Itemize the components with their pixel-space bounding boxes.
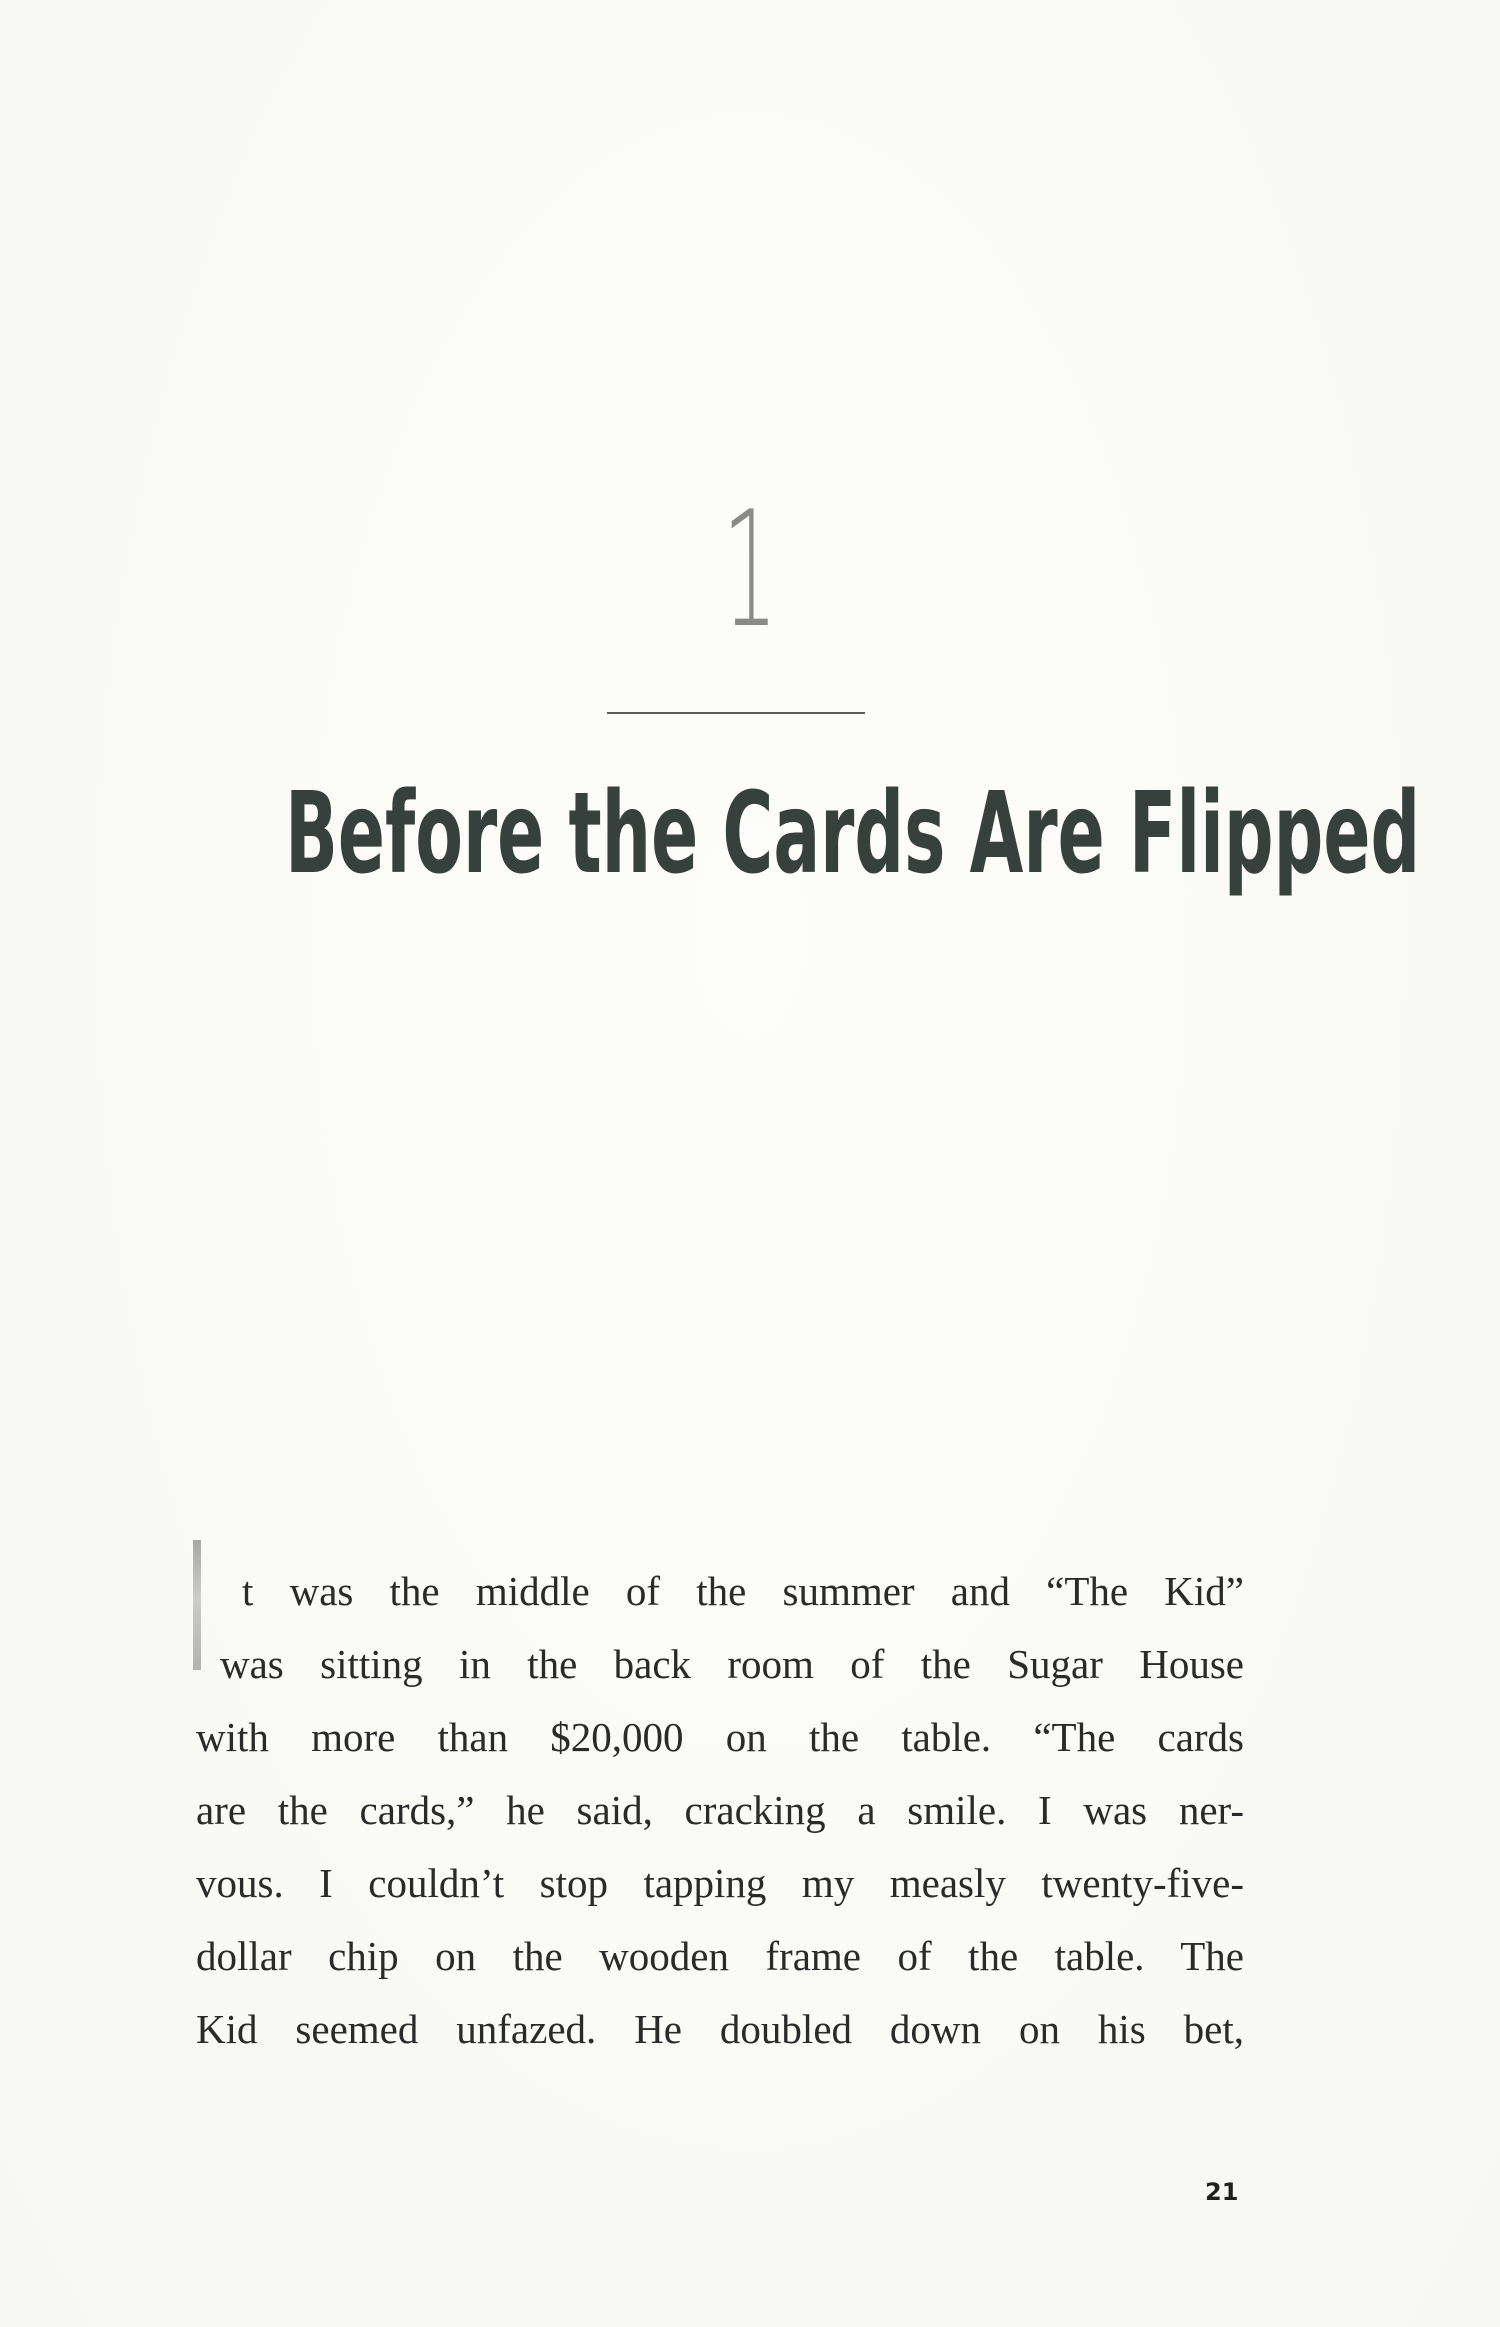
- body-line-4: are the cards,” he said, cracking a smile. I was ner-: [196, 1787, 1244, 1833]
- body-line-2: was sitting in the back room of the Sugar House: [220, 1641, 1244, 1687]
- chapter-divider-rule: [607, 712, 865, 714]
- chapter-number: 1: [722, 476, 778, 663]
- page-number: 21: [1205, 2178, 1239, 2206]
- chapter-title: Before the Cards Are Flipped: [285, 769, 1421, 899]
- body-paragraph: [196, 1555, 1244, 2066]
- body-line-5: vous. I couldn’t stop tapping my measly twenty-five-: [196, 1860, 1244, 1906]
- body-line-3: with more than $20,000 on the table. “The cards: [196, 1714, 1244, 1760]
- body-line-6: dollar chip on the wooden frame of the table. The: [196, 1933, 1244, 1979]
- body-line-1: t was the middle of the summer and “The Kid”: [242, 1568, 1244, 1614]
- body-line-7: Kid seemed unfazed. He doubled down on his bet,: [196, 2006, 1244, 2052]
